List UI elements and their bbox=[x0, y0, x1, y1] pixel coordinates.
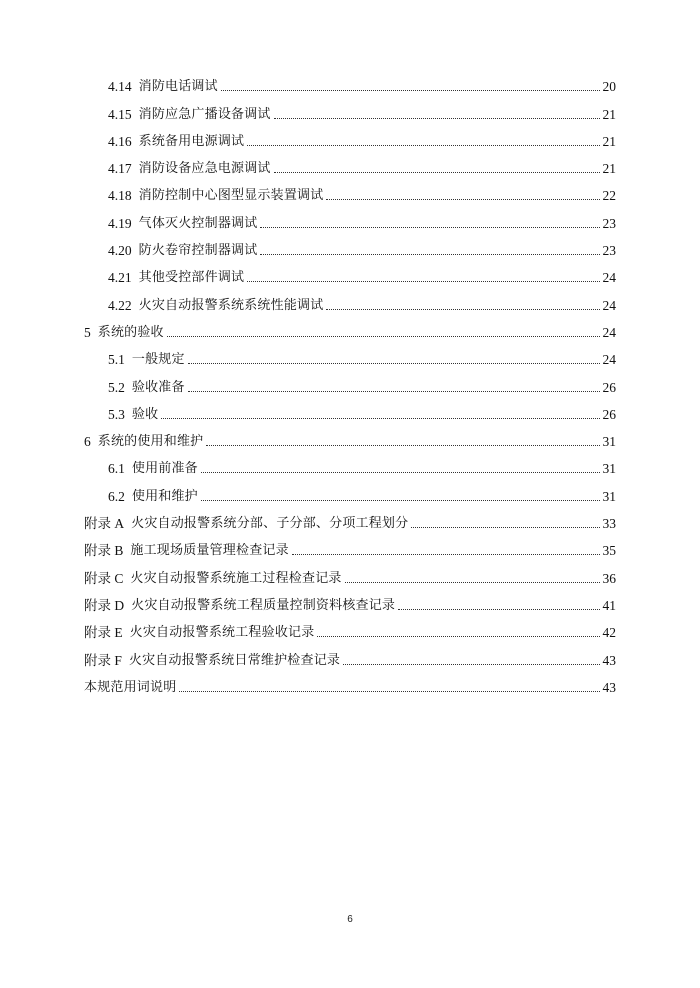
toc-entry-page: 31 bbox=[602, 461, 616, 477]
toc-entry-page: 41 bbox=[602, 597, 616, 613]
toc-entry[interactable] bbox=[84, 123, 616, 150]
toc-entry-page: 33 bbox=[602, 516, 616, 532]
toc-entry-number: 5.2 bbox=[108, 379, 125, 395]
toc-entry-number: 4.16 bbox=[108, 133, 132, 149]
toc-entry-page: 24 bbox=[602, 352, 616, 368]
page-number: 6 bbox=[347, 914, 353, 925]
toc-entry[interactable] bbox=[84, 177, 616, 204]
toc-entry-page: 43 bbox=[602, 679, 616, 695]
toc-entry-number: 4.14 bbox=[108, 79, 132, 95]
toc-entry[interactable] bbox=[84, 614, 616, 641]
toc-entry[interactable] bbox=[84, 559, 616, 586]
toc-entry-page: 26 bbox=[602, 406, 616, 422]
toc-entry-title: 消防电话调试 bbox=[138, 79, 218, 95]
toc-entry-page: 24 bbox=[602, 324, 616, 340]
dot-leader bbox=[188, 390, 600, 392]
toc-entry-title: 其他受控部件调试 bbox=[138, 270, 245, 286]
toc-entry-number: 4.20 bbox=[108, 243, 132, 259]
toc-entry-title: 系统的使用和维护 bbox=[97, 434, 204, 450]
dot-leader bbox=[274, 117, 600, 119]
toc-entry[interactable] bbox=[84, 150, 616, 177]
toc-entry[interactable] bbox=[84, 477, 616, 504]
toc-entry-number: 附录 D bbox=[84, 597, 125, 613]
toc-entry[interactable] bbox=[84, 423, 616, 450]
toc-entry-number: 附录 E bbox=[84, 625, 123, 641]
toc-entry-page: 36 bbox=[602, 570, 616, 586]
dot-leader bbox=[326, 308, 600, 310]
toc-entry-title: 使用前准备 bbox=[131, 461, 198, 477]
toc-entry[interactable] bbox=[84, 587, 616, 614]
dot-leader bbox=[260, 253, 600, 255]
toc-entry[interactable] bbox=[84, 669, 616, 696]
toc-entry-number: 附录 B bbox=[84, 543, 124, 559]
toc-entry-page: 26 bbox=[602, 379, 616, 395]
toc-entry-title: 火灾自动报警系统工程质量控制资料核查记录 bbox=[131, 597, 396, 613]
toc-entry-number: 附录 F bbox=[84, 652, 122, 668]
toc-entry-title: 消防设备应急电源调试 bbox=[138, 161, 271, 177]
toc-entry-number: 6 bbox=[84, 434, 91, 450]
dot-leader bbox=[345, 581, 600, 583]
toc-entry-number: 5.3 bbox=[108, 406, 125, 422]
dot-leader bbox=[292, 553, 600, 555]
dot-leader bbox=[201, 471, 600, 473]
toc-entry-title: 本规范用词说明 bbox=[84, 679, 177, 695]
toc-entry-page: 22 bbox=[602, 188, 616, 204]
toc-entry-title: 火灾自动报警系统工程验收记录 bbox=[129, 625, 315, 641]
toc-entry-page: 24 bbox=[602, 270, 616, 286]
toc-entry-title: 消防应急广播设备调试 bbox=[138, 106, 271, 122]
toc-entry[interactable] bbox=[84, 368, 616, 395]
dot-leader bbox=[274, 171, 600, 173]
toc-entry-number: 4.21 bbox=[108, 270, 132, 286]
dot-leader bbox=[167, 335, 600, 337]
toc-entry-title: 火灾自动报警系统分部、子分部、分项工程划分 bbox=[131, 516, 409, 532]
dot-leader bbox=[247, 144, 600, 146]
toc-entry-number: 6.2 bbox=[108, 488, 125, 504]
toc-entry[interactable] bbox=[84, 505, 616, 532]
toc-entry-number: 4.19 bbox=[108, 215, 132, 231]
toc-entry-title: 施工现场质量管理检查记录 bbox=[130, 543, 289, 559]
toc-entry-title: 火灾自动报警系统日常维护检查记录 bbox=[128, 652, 341, 668]
toc-entry[interactable] bbox=[84, 286, 616, 313]
toc-entry[interactable] bbox=[84, 259, 616, 286]
toc-entry-page: 21 bbox=[602, 161, 616, 177]
toc-entry-number: 6.1 bbox=[108, 461, 125, 477]
toc-entry-title: 消防控制中心图型显示装置调试 bbox=[138, 188, 324, 204]
dot-leader bbox=[179, 690, 600, 692]
dot-leader bbox=[260, 226, 600, 228]
toc-entry-page: 35 bbox=[602, 543, 616, 559]
dot-leader bbox=[247, 280, 600, 282]
toc-entry-number: 附录 C bbox=[84, 570, 124, 586]
toc-entry-page: 23 bbox=[602, 215, 616, 231]
dot-leader bbox=[201, 499, 600, 501]
toc-entry-page: 23 bbox=[602, 243, 616, 259]
toc-entry[interactable] bbox=[84, 314, 616, 341]
toc-entry-title: 系统备用电源调试 bbox=[138, 133, 245, 149]
toc-entry[interactable] bbox=[84, 341, 616, 368]
dot-leader bbox=[188, 362, 600, 364]
toc-entry-number: 4.22 bbox=[108, 297, 132, 313]
dot-leader bbox=[206, 444, 600, 446]
dot-leader bbox=[343, 663, 600, 665]
dot-leader bbox=[221, 89, 600, 91]
toc-entry-title: 火灾自动报警系统施工过程检查记录 bbox=[130, 570, 342, 586]
toc-entry-title: 火灾自动报警系统系统性能调试 bbox=[138, 297, 324, 313]
toc-entry-number: 5 bbox=[84, 324, 91, 340]
toc-entry[interactable] bbox=[84, 532, 616, 559]
dot-leader bbox=[398, 608, 600, 610]
dot-leader bbox=[161, 417, 600, 419]
toc-entry-page: 21 bbox=[602, 133, 616, 149]
toc-entry-number: 4.18 bbox=[108, 188, 132, 204]
toc-entry-title: 防火卷帘控制器调试 bbox=[138, 243, 258, 259]
toc-entry-page: 31 bbox=[602, 488, 616, 504]
toc-entry-page: 20 bbox=[602, 79, 616, 95]
toc-entry-title: 一般规定 bbox=[131, 352, 185, 368]
toc-entry-title: 使用和维护 bbox=[131, 488, 198, 504]
toc-entry[interactable] bbox=[84, 641, 616, 668]
toc-entry-page: 21 bbox=[602, 106, 616, 122]
toc-entry-title: 气体灭火控制器调试 bbox=[138, 215, 258, 231]
toc-entry-page: 31 bbox=[602, 434, 616, 450]
toc-entry-title: 系统的验收 bbox=[97, 324, 164, 340]
toc-entry[interactable] bbox=[84, 232, 616, 259]
toc-entry-page: 24 bbox=[602, 297, 616, 313]
toc-entry[interactable] bbox=[84, 95, 616, 122]
dot-leader bbox=[326, 198, 600, 200]
toc-entry-page: 43 bbox=[602, 652, 616, 668]
dot-leader bbox=[317, 635, 600, 637]
toc-entry-number: 4.17 bbox=[108, 161, 132, 177]
toc-entry-number: 5.1 bbox=[108, 352, 125, 368]
toc-entry[interactable] bbox=[84, 68, 616, 95]
dot-leader bbox=[411, 526, 600, 528]
table-of-contents bbox=[84, 68, 616, 696]
toc-entry[interactable] bbox=[84, 204, 616, 231]
toc-entry-title: 验收准备 bbox=[131, 379, 185, 395]
toc-entry-number: 附录 A bbox=[84, 516, 125, 532]
toc-entry-page: 42 bbox=[602, 625, 616, 641]
toc-entry-title: 验收 bbox=[131, 406, 159, 422]
toc-entry-number: 4.15 bbox=[108, 106, 132, 122]
toc-entry[interactable] bbox=[84, 396, 616, 423]
toc-entry[interactable] bbox=[84, 450, 616, 477]
